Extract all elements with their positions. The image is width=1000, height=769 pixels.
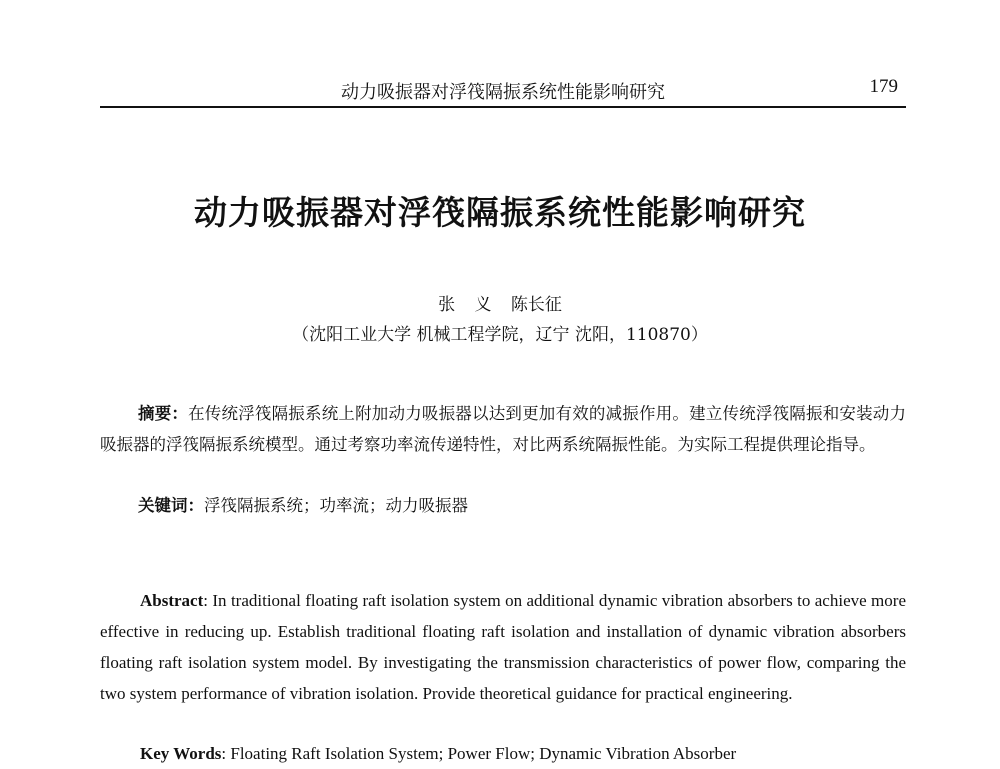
running-header xyxy=(100,76,906,108)
keywords-cn-label: 关键词： xyxy=(138,496,204,515)
abstract-en-label: Abstract xyxy=(140,591,204,610)
affiliation: （沈阳工业大学 机械工程学院，辽宁 沈阳，110870） xyxy=(292,325,708,345)
keywords-en-label: Key Words xyxy=(140,744,222,763)
abstract-cn xyxy=(100,398,906,460)
abstract-en-text: In traditional floating raft isolation system on additional dynamic vibration absorbers to achieve more effective in reducing up. Establish traditional floating raft isolation and installation of dynamic vibration absorbers floating raft isolation system model. By investigating the transmission characteristics of power flow, comparing the two system performance of vibration isolation. Provide theoretical guidance for practical engineering. xyxy=(100,591,906,703)
running-title: 动力吸振器对浮筏隔振系统性能影响研究 xyxy=(341,82,665,103)
abstract-cn-text: 在传统浮筏隔振系统上附加动力吸振器以达到更加有效的减振作用。建立传统浮筏隔振和安装动力吸振器的浮筏隔振系统模型。通过考察功率流传递特性，对比两系统隔振性能。为实际工程提供理论指导。 xyxy=(100,404,907,454)
authors: 张 义 陈长征 xyxy=(438,295,562,315)
keywords-cn-text: 浮筏隔振系统；功率流；动力吸振器 xyxy=(204,496,468,515)
page-number: 179 xyxy=(869,76,898,97)
abstract-en xyxy=(100,585,906,709)
keywords-cn xyxy=(138,491,906,521)
keywords-en-text: Floating Raft Isolation System; Power Flow; Dynamic Vibration Absorber xyxy=(230,744,737,763)
abstract-cn-label: 摘要： xyxy=(138,404,189,423)
paper-title: 动力吸振器对浮筏隔振系统性能影响研究 xyxy=(194,193,806,232)
keywords-en: Key Words: Floating Raft Isolation System; Power Flow; Dynamic Vibration Absorber xyxy=(140,744,737,763)
abstract-en-separator: : xyxy=(203,591,213,610)
